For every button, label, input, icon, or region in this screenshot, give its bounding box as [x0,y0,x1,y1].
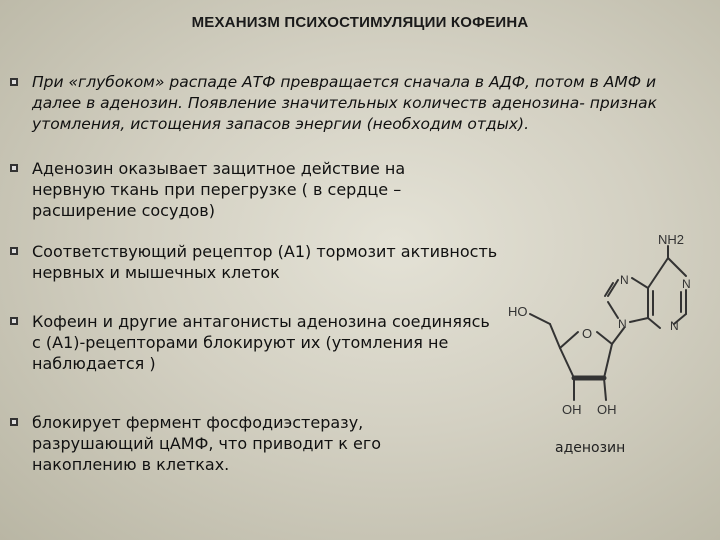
n-label-glyco: N [618,317,627,331]
bullet-item-3 [10,241,530,283]
bullet-item-5 [10,412,430,475]
square-bullet-icon [10,164,18,172]
slide-title: МЕХАНИЗМ ПСИХОСТИМУЛЯЦИИ КОФЕИНА [191,14,529,31]
bullet-item-4 [10,311,490,374]
ho-label: HO [508,304,528,319]
n-label-right: N [682,277,691,291]
oh-label-2: OH [597,402,617,417]
square-bullet-icon [10,247,18,255]
square-bullet-icon [10,78,18,86]
bullet-item-2 [10,158,480,221]
o-ring-label: O [582,326,593,341]
bullet-text: блокирует фермент фосфодиэстеразу, разрушающий цАМФ, что приводит к его накоплению в клетках. [32,413,382,474]
adenosine-structure-diagram [500,228,715,428]
nh2-label: NH2 [658,232,685,247]
square-bullet-icon [10,317,18,325]
n-label-bottom: N [670,319,679,333]
oh-label-1: OH [562,402,582,417]
square-bullet-icon [10,418,18,426]
bullet-text: Кофеин и другие антагонисты аденозина соединяясь с (А1)-рецепторами блокируют их (утомления не наблюдается ) [32,312,490,373]
molecule-caption: аденозин [555,440,626,456]
bullet-text: При «глубоком» распаде АТФ превращается сначала в АДФ, потом в АМФ и далее в аденозин. Появление значительных количеств аденозина- признак утомления, истощения запасов энергии (необходим отдых). [32,73,658,133]
bullet-text: Соответствующий рецептор (А1) тормозит активность нервных и мышечных клеток [32,242,498,282]
n-label-top: N [620,273,629,287]
bullet-item-1 [10,72,700,135]
bullet-text: Аденозин оказывает защитное действие на нервную ткань при перегрузке ( в сердце – расширение сосудов) [32,159,406,220]
